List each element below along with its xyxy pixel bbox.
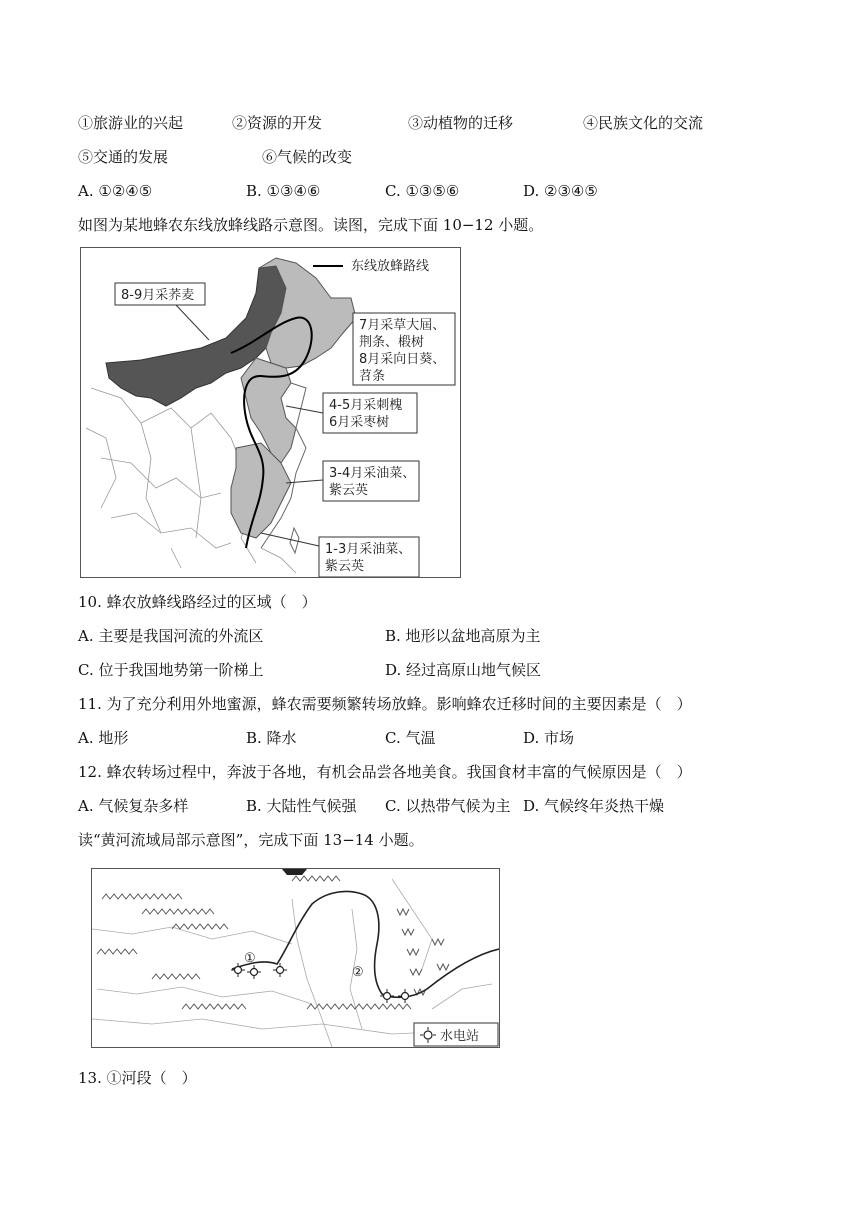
label-aug-2: 苕条 <box>359 369 386 384</box>
q10-choice-b: B. 地形以盆地高原为主 <box>385 627 541 645</box>
q12-choice-b: B. 大陆性气候强 <box>246 797 357 815</box>
q10-choice-d: D. 经过高原山地气候区 <box>385 661 542 679</box>
intro-10-12: 如图为某地蜂农东线放蜂线路示意图。读图，完成下面 10−12 小题。 <box>78 216 544 234</box>
option-1: ①旅游业的兴起 <box>78 114 184 132</box>
label-jan-mar-2: 紫云英 <box>325 559 365 574</box>
q12-choice-d: D. 气候终年炎热干燥 <box>523 797 665 815</box>
map1-legend: 东线放蜂路线 <box>351 259 430 274</box>
q12-stem: 12. 蜂农转场过程中，奔波于各地，有机会品尝各地美食。我国食材丰富的气候原因是（ ） <box>78 763 692 781</box>
q10-choice-a: A. 主要是我国河流的外流区 <box>78 627 264 645</box>
label-buckwheat: 8-9月采荞麦 <box>121 288 195 303</box>
map2-legend-label: 水电站 <box>440 1029 480 1044</box>
label-june: 6月采枣树 <box>329 415 390 430</box>
label-aug-1: 8月采向日葵、 <box>359 352 446 367</box>
option-3: ③动植物的迁移 <box>408 114 514 132</box>
q9-choice-c: C. ①③⑤⑥ <box>385 182 460 200</box>
q10-choice-c: C. 位于我国地势第一阶梯上 <box>78 661 264 679</box>
q11-choice-b: B. 降水 <box>246 729 297 747</box>
hydropower-legend-icon <box>424 1031 432 1039</box>
intro-13-14: 读“黄河流域局部示意图”，完成下面 13−14 小题。 <box>78 831 424 849</box>
q9-choice-b: B. ①③④⑥ <box>246 182 321 200</box>
option-5: ⑤交通的发展 <box>78 148 169 166</box>
q11-choice-c: C. 气温 <box>385 729 436 747</box>
q11-stem: 11. 为了充分利用外地蜜源，蜂农需要频繁转场放蜂。影响蜂农迁移时间的主要因素是（ ） <box>78 695 692 713</box>
river-segment-1-mark: ① <box>244 951 256 966</box>
q12-choice-c: C. 以热带气候为主 <box>385 797 511 815</box>
option-2: ②资源的开发 <box>232 114 323 132</box>
option-6: ⑥气候的改变 <box>262 148 353 166</box>
q9-choice-a: A. ①②④⑤ <box>78 182 153 200</box>
q10-stem: 10. 蜂农放蜂线路经过的区域（ ） <box>78 593 317 611</box>
q12-choice-a: A. 气候复杂多样 <box>78 797 189 815</box>
label-mar-apr-2: 紫云英 <box>329 483 369 498</box>
label-mar-apr-1: 3-4月采油菜、 <box>329 466 416 481</box>
label-july-1: 7月采草大屆、 <box>359 318 446 333</box>
river-segment-2-mark: ② <box>352 965 364 980</box>
q11-choice-d: D. 市场 <box>523 729 575 747</box>
q9-choice-d: D. ②③④⑤ <box>523 182 598 200</box>
label-apr-may: 4-5月采刺槐 <box>329 398 403 413</box>
bee-route-map-svg <box>81 248 460 577</box>
option-4: ④民族文化的交流 <box>583 114 704 132</box>
q11-choice-a: A. 地形 <box>78 729 129 747</box>
yellow-river-map <box>91 868 500 1048</box>
label-july-2: 荆条、椴树 <box>359 335 425 350</box>
yellow-river-line <box>232 891 499 997</box>
label-jan-mar-1: 1-3月采油菜、 <box>325 542 412 557</box>
q13-stem: 13. ①河段（ ） <box>78 1069 197 1087</box>
yellow-river-map-svg <box>92 869 499 1047</box>
bee-route-map <box>80 247 461 578</box>
